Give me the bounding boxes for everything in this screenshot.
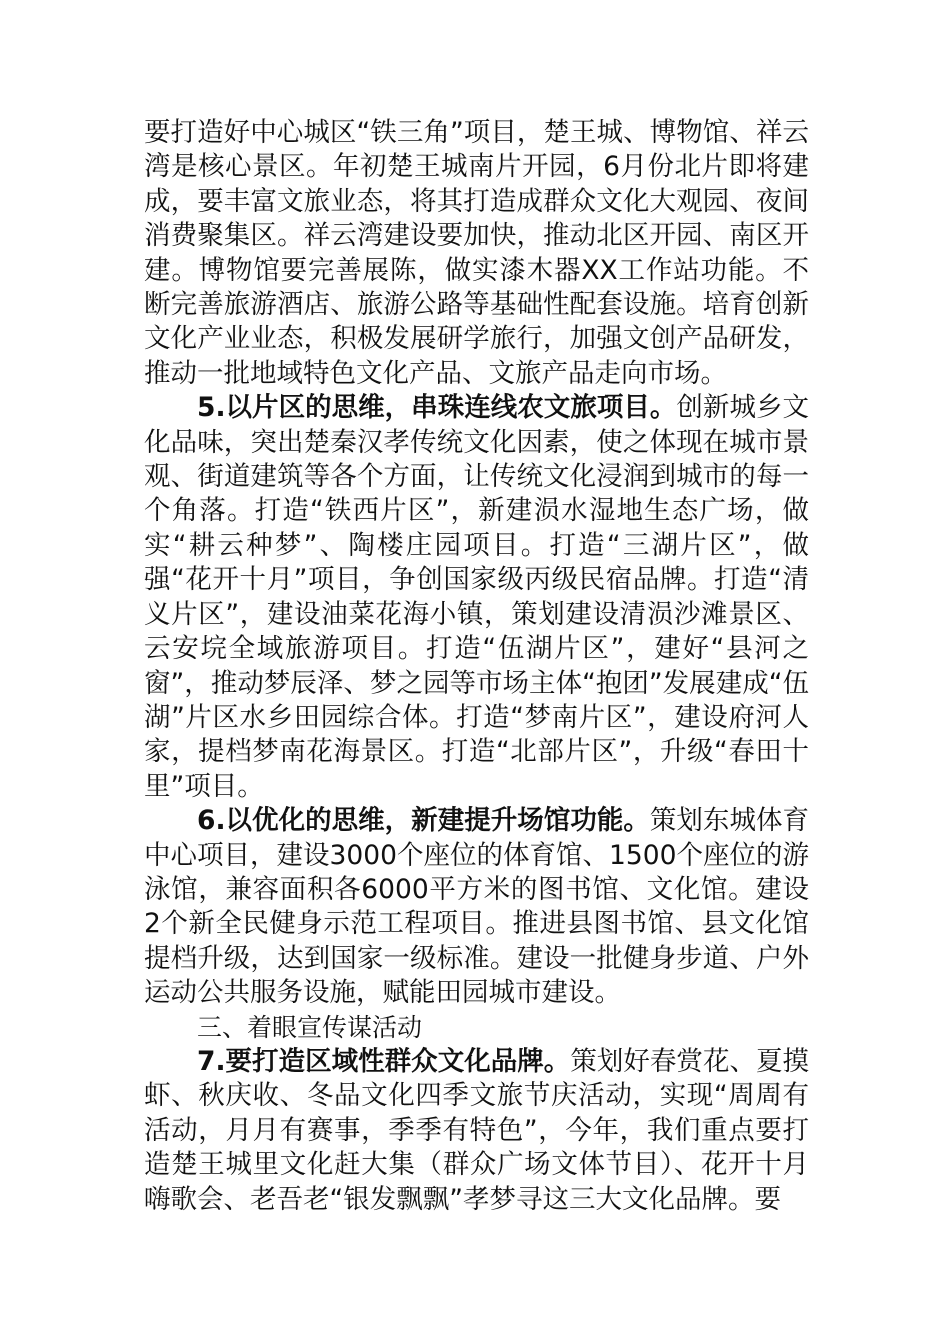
paragraph-5-text: 策划好春赏花、夏摸虾、秋庆收、冬品文化四季文旅节庆活动，实现“周周有活动，月月有赛事，季季有特色”，今年，我们重点要打造楚王城里文化赶大集（群众广场文体节目）、花开十月嗨歌会、老吾老“银发飘飘”孝梦寻这三大文化品牌。要 [144, 1045, 810, 1215]
paragraph-2-heading: 5.以片区的思维，串珠连线农文旅项目。 [197, 392, 677, 424]
paragraph-5 [144, 1045, 809, 1217]
document-body [144, 116, 809, 1217]
section-heading-text: 三、着眼宣传谋活动 [197, 1012, 423, 1042]
paragraph-5-heading: 7.要打造区域性群众文化品牌。 [197, 1045, 571, 1077]
section-heading [144, 1011, 809, 1045]
paragraph-1-text: 要打造好中心城区“铁三角”项目，楚王城、博物馆、祥云湾是核心景区。年初楚王城南片开园，6月份北片即将建成，要丰富文旅业态，将其打造成群众文化大观园、夜间消费聚集区。祥云湾建设要加快，推动北区开园、南区开建。博物馆要完善展陈，做实漆木器XX工作站功能。不断完善旅游酒店、旅游公路等基础性配套设施。培育创新文化产业业态，积极发展研学旅行，加强文创产品研发，推动一批地域特色文化产品、文旅产品走向市场。 [144, 117, 809, 389]
paragraph-3-text: 策划东城体育中心项目，建设3000个座位的体育馆、1500个座位的游泳馆，兼容面积各6000平方米的图书馆、文化馆。建设2个新全民健身示范工程项目。推进县图书馆、县文化馆提档升级，达到国家一级标准。建设一批健身步道、户外运动公共服务设施，赋能田园城市建设。 [144, 805, 810, 1009]
paragraph-3-heading: 6.以优化的思维，新建提升场馆功能。 [197, 805, 650, 837]
paragraph-3 [144, 804, 809, 1010]
paragraph-2-text: 创新城乡文化品味，突出楚秦汉孝传统文化因素，使之体现在城市景观、街道建筑等各个方面，让传统文化浸润到城市的每一个角落。打造“铁西片区”，新建涢水湿地生态广场，做实“耕云种梦”、陶楼庄园项目。打造“三湖片区”，做强“花开十月”项目，争创国家级丙级民宿品牌。打造“清义片区”，建设油菜花海小镇，策划建设清涢沙滩景区、云安垸全域旅游项目。打造“伍湖片区”，建好“县河之窗”，推动梦辰泽、梦之园等市场主体“抱团”发展建成“伍湖”片区水乡田园综合体。打造“梦南片区”，建设府河人家，提档梦南花海景区。打造“北部片区”，升级“春田十里”项目。 [144, 392, 809, 802]
paragraph-1 [144, 116, 809, 391]
paragraph-2 [144, 391, 809, 804]
